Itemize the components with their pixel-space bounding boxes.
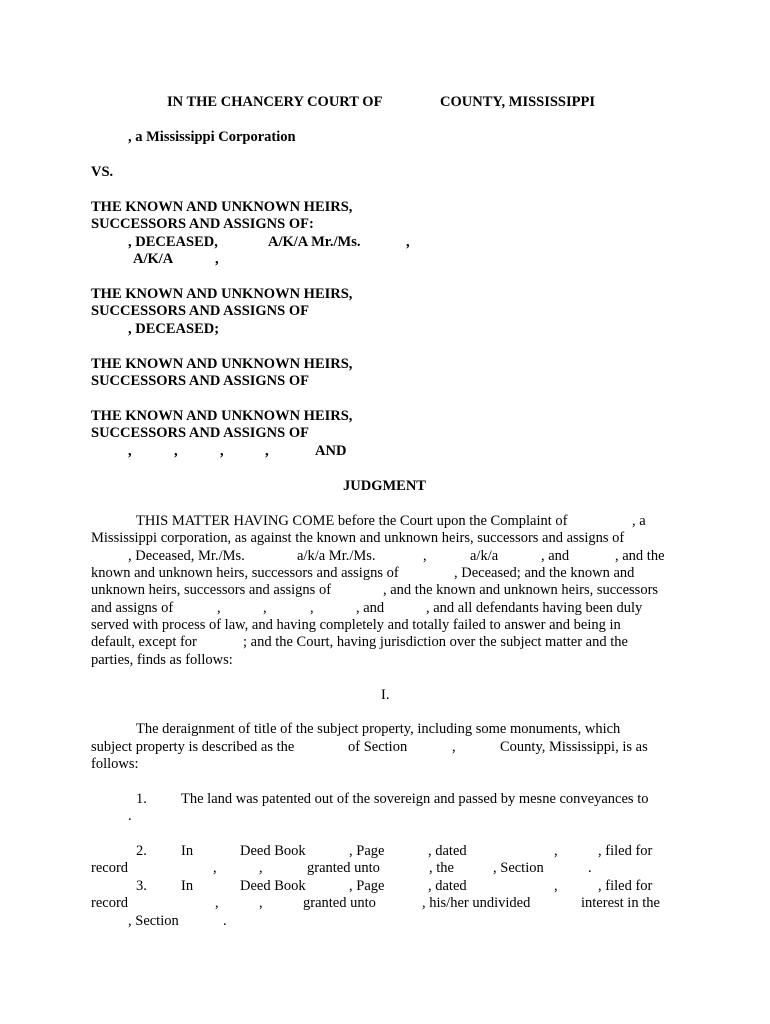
- defendant1-aka2: A/K/A: [133, 251, 174, 267]
- plaintiff-name: , a Mississippi Corporation: [128, 129, 296, 145]
- item3-comma2: ,: [259, 895, 263, 911]
- item2-comma: ,: [554, 843, 558, 859]
- para1-line6b: ,: [217, 600, 221, 616]
- item3-undivided: , his/her undivided: [422, 895, 531, 911]
- item2-section: , Section: [493, 860, 544, 876]
- item1-end: .: [128, 808, 132, 824]
- item3-section: , Section: [128, 913, 179, 929]
- defendant4-line2: SUCCESSORS AND ASSIGNS OF: [91, 425, 309, 441]
- item2-in: In: [181, 843, 194, 859]
- para1-line5b: , and the known and unknown heirs, successors: [383, 582, 659, 598]
- para2-line3: follows:: [91, 756, 139, 772]
- para2-line2d: County, Mississippi, is as: [500, 739, 648, 755]
- defendant4-line1: THE KNOWN AND UNKNOWN HEIRS,: [91, 408, 353, 424]
- document-title: JUDGMENT: [343, 478, 426, 494]
- defendant3-line1: THE KNOWN AND UNKNOWN HEIRS,: [91, 356, 353, 372]
- para1-line6c: ,: [263, 600, 267, 616]
- item3-page: , Page: [349, 878, 385, 894]
- para1-line4b: , Deceased; and the known and: [454, 565, 635, 581]
- para1-line8a: default, except for: [91, 634, 197, 650]
- para2-line2a: subject property is described as the: [91, 739, 295, 755]
- defendant2-line1: THE KNOWN AND UNKNOWN HEIRS,: [91, 286, 353, 302]
- item1-text: The land was patented out of the sovereign and passed by mesne conveyances to: [181, 791, 649, 807]
- item3-dated: , dated: [428, 878, 467, 894]
- defendant4-comma: ,: [128, 443, 132, 459]
- versus-label: VS.: [91, 164, 114, 180]
- para2-line2c: ,: [452, 739, 456, 755]
- defendant4-comma: ,: [220, 443, 224, 459]
- item2-record: record: [91, 860, 129, 876]
- para1-line9: parties, finds as follows:: [91, 652, 233, 668]
- section-number: I.: [381, 687, 390, 703]
- item3-in: In: [181, 878, 194, 894]
- item2-page: , Page: [349, 843, 385, 859]
- defendant4-and: AND: [315, 443, 347, 459]
- item2-the: , the: [429, 860, 454, 876]
- defendant1-comma2: ,: [215, 251, 219, 267]
- para1-line4a: known and unknown heirs, successors and assigns of: [91, 565, 399, 581]
- para1-line2: Mississippi corporation, as against the known and unknown heirs, successors and assigns of: [91, 530, 625, 546]
- item2-dated: , dated: [428, 843, 467, 859]
- para1-line8b: ; and the Court, having jurisdiction over the subject matter and the: [243, 634, 628, 650]
- para1-line6d: ,: [310, 600, 314, 616]
- item2-granted: granted unto: [307, 860, 380, 876]
- item3-record: record: [91, 895, 129, 911]
- defendant1-deceased: , DECEASED,: [128, 234, 218, 250]
- item3-comma1: ,: [215, 895, 219, 911]
- para1-line6e: , and: [356, 600, 385, 616]
- defendant1-comma: ,: [406, 234, 410, 250]
- item2-deed-book: Deed Book: [240, 843, 306, 859]
- para1-line3b: a/k/a Mr./Ms.: [297, 548, 376, 564]
- para1-line3c: ,: [423, 548, 427, 564]
- defendant4-comma: ,: [174, 443, 178, 459]
- defendant2-line2: SUCCESSORS AND ASSIGNS OF: [91, 303, 309, 319]
- para2-line2b: of Section: [348, 739, 408, 755]
- para1-line6a: and assigns of: [91, 600, 174, 616]
- defendant1-aka: A/K/A Mr./Ms.: [268, 234, 361, 250]
- para2-line1: The deraignment of title of the subject property, including some monuments, which: [136, 721, 621, 737]
- para1-line1-end: , a: [632, 513, 646, 529]
- defendant4-comma: ,: [265, 443, 269, 459]
- para1-line3d: a/k/a: [470, 548, 499, 564]
- para1-line3f: , and the: [615, 548, 665, 564]
- item3-period: .: [223, 913, 227, 929]
- para1-line3a: , Deceased, Mr./Ms.: [128, 548, 245, 564]
- para1-line5a: unknown heirs, successors and assigns of: [91, 582, 332, 598]
- item2-filed: , filed for: [598, 843, 653, 859]
- item2-comma1: ,: [213, 860, 217, 876]
- defendant3-line2: SUCCESSORS AND ASSIGNS OF: [91, 373, 309, 389]
- para1-line1: THIS MATTER HAVING COME before the Court upon the Complaint of: [136, 513, 568, 529]
- court-county: COUNTY, MISSISSIPPI: [440, 94, 595, 110]
- item3-filed: , filed for: [598, 878, 653, 894]
- item3-deed-book: Deed Book: [240, 878, 306, 894]
- court-heading: IN THE CHANCERY COURT OF: [167, 94, 383, 110]
- item3-interest: interest in the: [581, 895, 660, 911]
- item3-number: 3.: [136, 878, 147, 894]
- defendant1-line2: SUCCESSORS AND ASSIGNS OF:: [91, 216, 314, 232]
- item3-granted: granted unto: [303, 895, 376, 911]
- para1-line7: served with process of law, and having completely and totally failed to answer and being in: [91, 617, 621, 633]
- para1-line6f: , and all defendants having been duly: [426, 600, 643, 616]
- para1-line3e: , and: [541, 548, 570, 564]
- item2-period: .: [588, 860, 592, 876]
- item1-number: 1.: [136, 791, 147, 807]
- defendant1-line1: THE KNOWN AND UNKNOWN HEIRS,: [91, 199, 353, 215]
- item2-comma2: ,: [259, 860, 263, 876]
- item3-comma: ,: [554, 878, 558, 894]
- defendant2-deceased: , DECEASED;: [128, 321, 220, 337]
- item2-number: 2.: [136, 843, 147, 859]
